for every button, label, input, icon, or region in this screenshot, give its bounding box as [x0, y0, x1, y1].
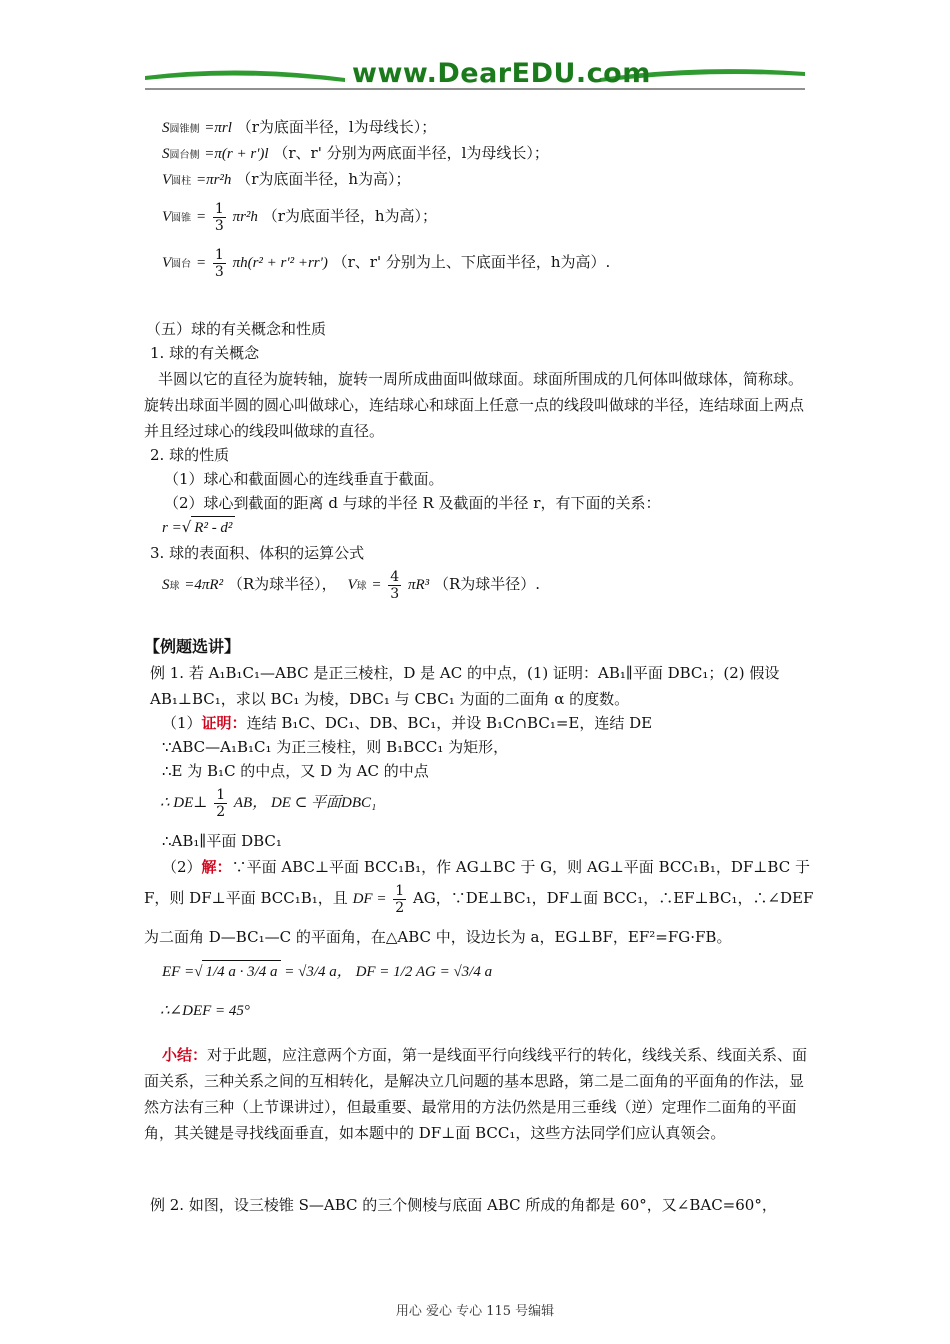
formula-frustum-volume: V圆台 = $\frac{1}{3}$ πh(r² + r'² +rr') （r、r' 分别为上、下底面半径，h为高）.	[162, 246, 611, 280]
example-2-statement: 例 2. 如图，设三棱锥 S—ABC 的三个侧棱与底面 ABC 所成的角都是 60°，又∠BAC=60°，	[150, 1196, 777, 1214]
proof-part-1-line-3: ∴E 为 B₁C 的中点，又 D 为 AC 的中点	[162, 762, 429, 780]
formula-cone-volume: V圆锥 = $\frac{1}{3}$ πr²h （r为底面半径，h为高）；	[162, 200, 438, 234]
solution-part-2-line-4: EF =√ 1/4 a · 3/4 a = √3/4 a， DF = 1/2 AG = √3/4 a	[162, 960, 492, 983]
subsection-2-title: 2. 球的性质	[150, 446, 230, 464]
solution-part-2-line-3: 为二面角 D—BC₁—C 的平面角，在△ABC 中，设边长为 a，EG⊥BF，EF²=FG·FB。	[144, 928, 732, 946]
sphere-property-2: （2）球心到截面的距离 d 与球的半径 R 及截面的半径 r，有下面的关系：	[164, 494, 661, 512]
solution-part-2-line-5: ∴∠DEF = 45°	[160, 1003, 250, 1019]
sphere-radius-formula: r =√ R² - d²	[162, 516, 235, 539]
proof-part-1-line-5: ∴AB₁∥平面 DBC₁	[162, 832, 282, 850]
summary-paragraph: 小结：对于此题，应注意两个方面，第一是线面平行向线线平行的转化，线线关系、线面关系、面面关系，三种关系之间的互相转化，是解决立几问题的基本思路，第二是二面角的平面角的作法，显然方法有三种（上节课讲过），但最重要、最常用的方法仍然是用三垂线（逆）定理作二面角的平面角，其关键是寻找线面垂直，如本题中的 DF⊥面 BCC₁，这些方法同学们应认真领会。	[144, 1046, 808, 1142]
formula-cone-lateral: S圆锥侧 =πrl （r为底面半径，l为母线长）；	[162, 118, 437, 136]
proof-part-1-line-4: ∴ DE⊥ $\frac{1}{2}$ AB， DE ⊂ 平面DBC₁	[160, 786, 377, 820]
proof-part-1-line-2: ∵ABC—A₁B₁C₁ 为正三棱柱，则 B₁BCC₁ 为矩形，	[162, 738, 509, 756]
page-footer: 用心 爱心 专心 115 号编辑	[395, 1304, 555, 1319]
subsection-3-title: 3. 球的表面积、体积的运算公式	[150, 544, 365, 562]
proof-part-1-line-1: （1）证明：连结 B₁C、DC₁、DB、BC₁，并设 B₁C∩BC₁=E，连结 DE	[162, 714, 653, 732]
sphere-area-volume-formula: S球 =4πR² （R为球半径）， V球 = $\frac{4}{3}$ πR³ （R为球半径）.	[162, 568, 541, 602]
example-1-statement: 例 1. 若 A₁B₁C₁—ABC 是正三棱柱，D 是 AC 的中点，(1) 证明：AB₁∥平面 DBC₁；(2) 假设 AB₁⊥BC₁，求以 BC₁ 为棱，DBC₁ 与 CBC₁ 为面的二面角 α 的度数。	[150, 664, 780, 708]
sphere-concept-paragraph: 半圆以它的直径为旋转轴，旋转一周所成曲面叫做球面。球面所围成的几何体叫做球体，简称球。旋转出球面半圆的圆心叫做球心，连结球心和球面上任意一点的线段叫做球的半径，连结球面上两点并且经过球心的线段叫做球的直径。	[144, 370, 805, 440]
site-logo[interactable]: www.DearEDU.com	[352, 58, 651, 89]
examples-heading: 【例题选讲】	[144, 637, 241, 656]
sphere-property-1: （1）球心和截面圆心的连线垂直于截面。	[164, 470, 444, 488]
section-title: （五）球的有关概念和性质	[146, 320, 327, 338]
solution-part-2-line-2: F，则 DF⊥平面 BCC₁B₁，且 DF = $\frac{1}{2}$ AG，∵DE⊥BC₁，DF⊥面 BCC₁，∴EF⊥BC₁，∴∠DEF	[144, 882, 814, 916]
subsection-1-title: 1. 球的有关概念	[150, 344, 260, 362]
formula-frustum-lateral: S圆台侧 =π(r + r')l （r、r' 分别为两底面半径，l为母线长）；	[162, 144, 549, 162]
solution-part-2-line-1: （2）解：∵平面 ABC⊥平面 BCC₁B₁，作 AG⊥BC 于 G，则 AG⊥平面 BCC₁B₁，DF⊥BC 于	[162, 858, 810, 876]
formula-cylinder-volume: V圆柱 =πr²h （r为底面半径，h为高）；	[162, 170, 411, 188]
